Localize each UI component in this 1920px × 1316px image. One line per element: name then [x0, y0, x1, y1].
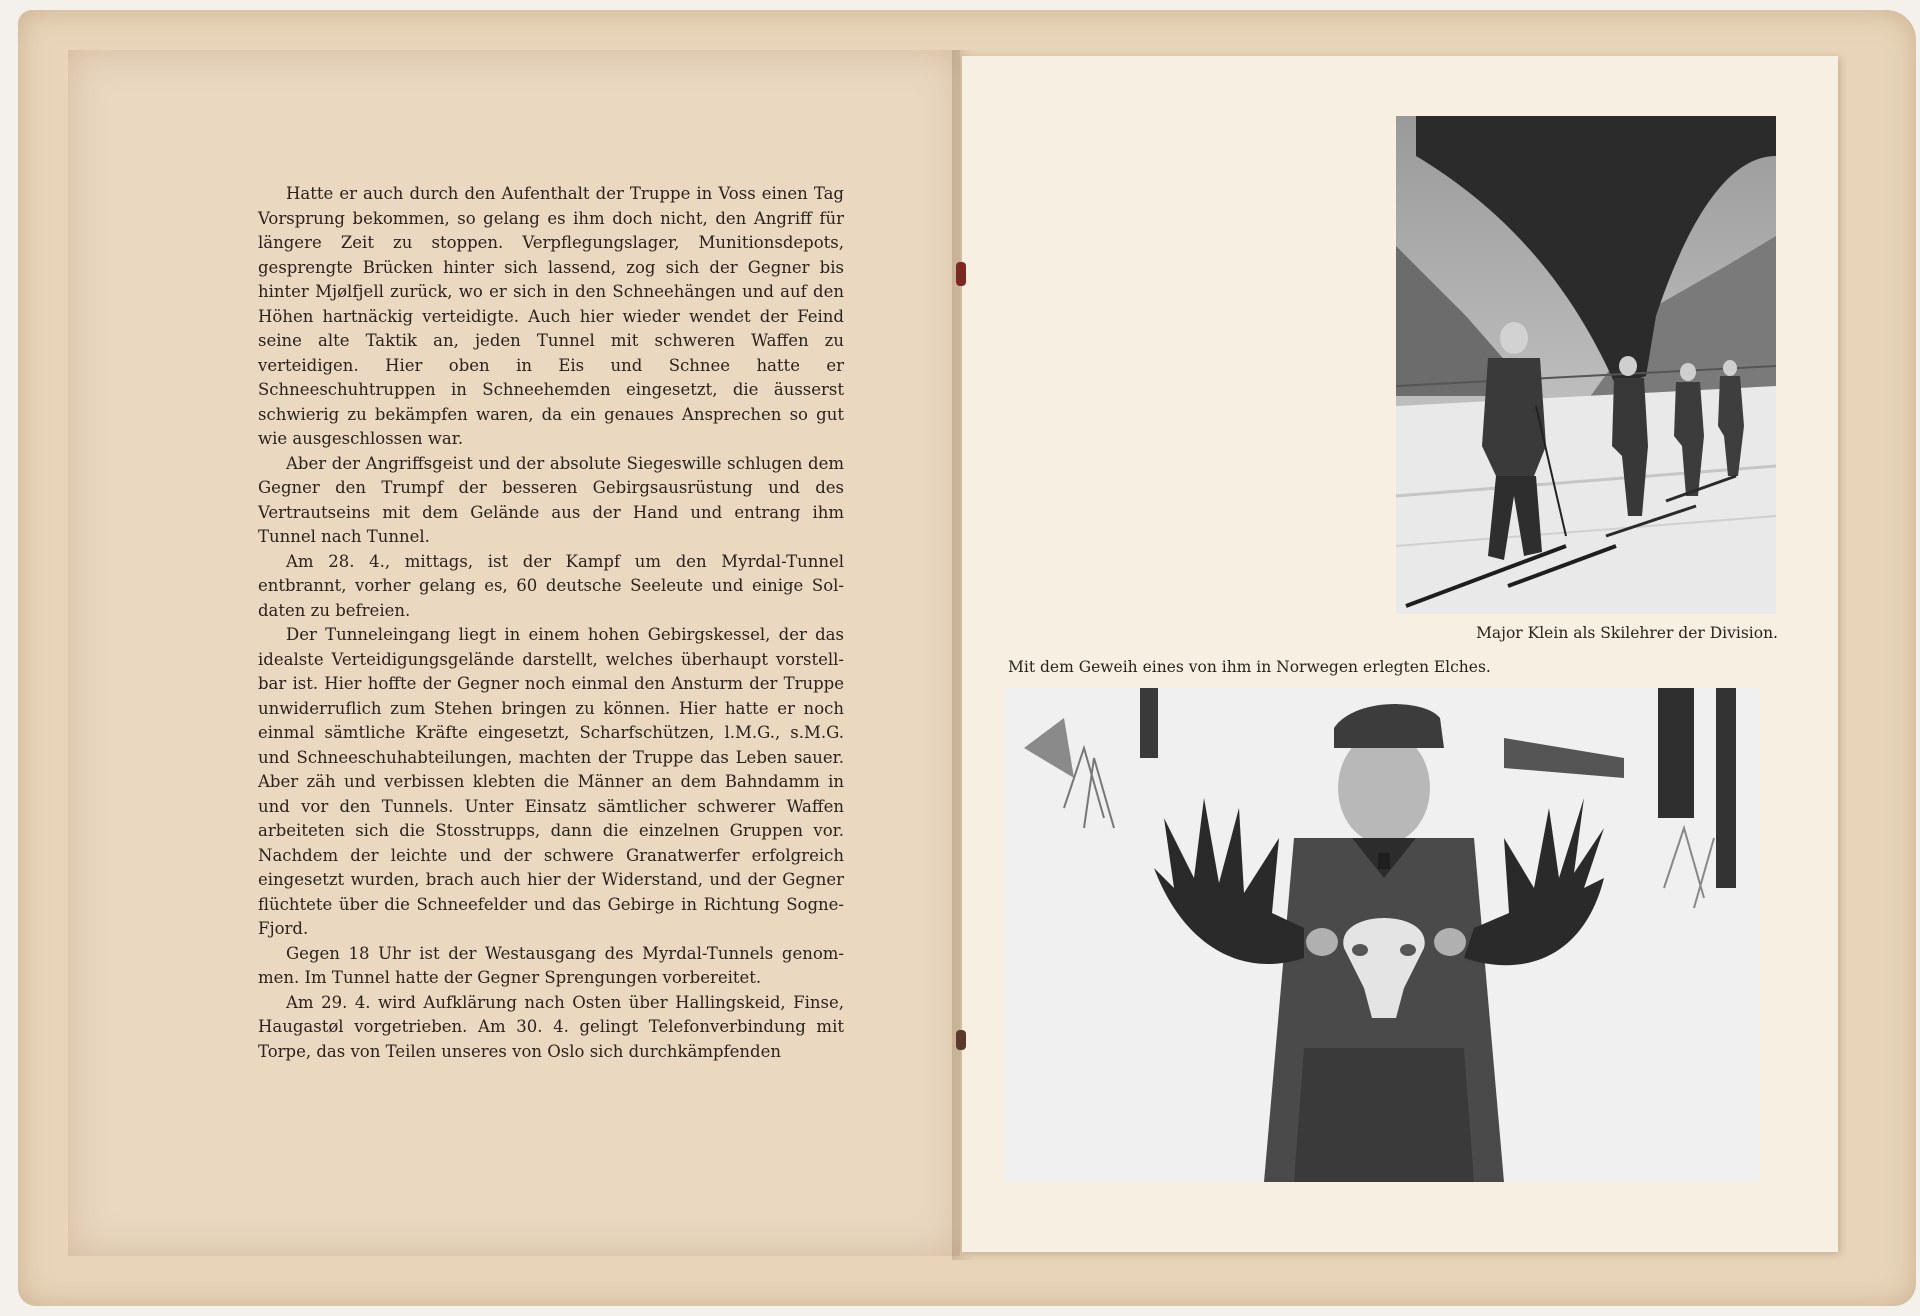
photo-skiers-graphic — [1396, 116, 1776, 614]
photo-moose-antlers — [1004, 688, 1760, 1182]
binding-staple-bottom — [956, 1030, 966, 1050]
paragraph-6: Am 29. 4. wird Aufklärung nach Osten über Hallingskeid, Finse, Haugastøl vorgetrieben. Am 30. 4. gelingt Telefonverbindung mit Torpe, das von Teilen unseres von Oslo sich durchkämpfenden — [258, 992, 844, 1061]
paragraph-5: Gegen 18 Uhr ist der Westausgang des Myrdal-Tunnels genommen. Im Tunnel hatte der Gegner Sprengungen vorbereitet. — [258, 943, 844, 987]
photo-moose-antlers-graphic — [1004, 688, 1760, 1182]
photo-skiers — [1396, 116, 1776, 614]
body-text — [258, 182, 844, 1064]
paragraph-1: Hatte er auch durch den Aufenthalt der Truppe in Voss einen Tag Vorsprung bekommen, so gelang es ihm doch nicht, den Angriff für längere Zeit zu stoppen. Verpflegungslager, Munitionsdepots, gesprengte Brücken hinter sich lassend, zog sich der Gegner bis hinter Mjølfjell zurück, wo er sich in den Schneehängen und auf den Höhen hartnäckig verteidigte. Auch hier wieder wendet der Feind seine alte Taktik an, jeden Tunnel mit schweren Waffen zu verteidigen. Hier oben in Eis und Schnee hatte er Schneeschuhtruppen in Schneehemden eingesetzt, die äusserst schwierig zu bekämpfen waren, da ein genaues Ansprechen so gut wie ausgeschlossen war. — [258, 184, 844, 448]
binding-thread-top — [956, 262, 966, 286]
caption-skiers: Major Klein als Skilehrer der Division. — [1476, 624, 1778, 642]
paragraph-4: Der Tunneleingang liegt in einem hohen Gebirgskessel, der das idealste Verteidigungsgelände darstellt, welches überhaupt vorstellbar ist. Hier hoffte der Gegner noch einmal den Ansturm der Truppe unwiderruflich zum Stehen bringen zu können. Hier hatte er noch einmal sämtliche Kräfte eingesetzt, Scharfschützen, l.M.G., s.M.G. und Schneeschuhabteilungen, machten der Truppe das Leben sauer. Aber zäh und verbissen klebten die Männer an dem Bahndamm in und vor den Tunnels. Unter Einsatz sämtlicher schwerer Waffen arbeiteten sich die Stosstrupps, dann die einzelnen Gruppen vor. Nachdem der leichte und der schwere Granatwerfer erfolgreich eingesetzt wurden, brach auch hier der Widerstand, und der Gegner flüchtete über die Schneefelder und das Gebirge in Richtung Sogne-Fjord. — [258, 625, 844, 938]
paragraph-3: Am 28. 4., mittags, ist der Kampf um den Myrdal-Tunnel entbrannt, vorher gelang es, 60 deutsche Seeleute und einige Soldaten zu befreien. — [258, 551, 844, 620]
caption-moose: Mit dem Geweih eines von ihm in Norwegen erlegten Elches. — [1008, 658, 1491, 676]
paragraph-2: Aber der Angriffsgeist und der absolute Siegeswille schlugen dem Gegner den Trumpf der besseren Gebirgsausrüstung und des Vertrautseins mit dem Gelände aus der Hand und entrang ihm Tunnel nach Tunnel. — [258, 453, 844, 546]
